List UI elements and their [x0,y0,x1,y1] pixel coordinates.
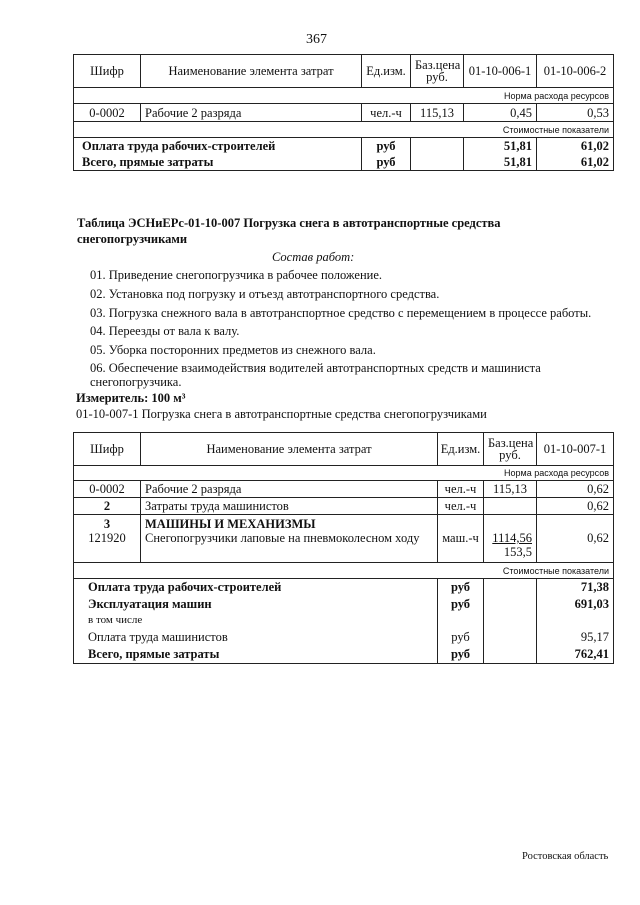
price: 1114,56 [492,531,532,545]
value: 95,17 [537,629,614,646]
code: 0-0002 [74,481,141,498]
section-label: Норма расхода ресурсов [74,466,614,481]
unit: руб [450,596,471,611]
value: 762,41 [574,647,609,662]
cost-table-2 [73,432,614,664]
code: 121920 [88,531,126,545]
header-unit: Ед.изм. [362,55,411,88]
header-name: Наименование элемента затрат [141,433,438,466]
footer-region: Ростовская область [522,851,609,862]
unit: чел.-ч [438,498,484,515]
unit: руб [450,580,471,595]
section-label: Норма расхода ресурсов [74,88,614,104]
value: 51,81 [503,154,532,169]
header-norm: 01-10-007-1 [537,433,614,466]
unit: руб [376,138,396,153]
table-row [74,612,614,629]
value: 0,62 [537,481,614,498]
value: 691,03 [574,596,609,611]
table-row [74,498,614,515]
table-row [74,629,614,646]
value: 71,38 [580,580,609,595]
header-price: Баз.цена руб. [411,55,464,88]
unit: руб [450,647,471,662]
table-row-group [74,515,614,563]
work-title: Состав работ: [272,250,355,264]
table-row [74,138,614,154]
price: 115,13 [484,481,537,498]
work-item: 05. Уборка посторонних предметов из снежного вала. [90,343,376,357]
name: Оплата труда рабочих-строителей [88,580,282,595]
section-title: Таблица ЭСНиЕРс-01-10-007 Погрузка снега в автотранспортные средства снегопогрузчиками [77,216,501,246]
name: Всего, прямые затраты [88,647,220,662]
name: Снегопогрузчики лаповые на пневмоколесном ходу [145,531,420,545]
unit: руб [438,629,484,646]
work-item: 03. Погрузка снежного вала в автотранспортное средство с перемещением в процессе работы. [90,306,592,320]
unit: чел.-ч [362,104,411,122]
group-name: МАШИНЫ И МЕХАНИЗМЫ [145,517,316,531]
unit: руб [376,154,396,169]
name: Оплата труда рабочих-строителей [82,138,276,153]
table-row [74,646,614,664]
value: 51,81 [503,138,532,153]
table-row [74,481,614,498]
name: Рабочие 2 разряда [141,481,438,498]
unit: чел.-ч [438,481,484,498]
code: 2 [103,499,111,513]
unit: маш.-ч [438,515,484,563]
price [484,498,537,515]
header-name: Наименование элемента затрат [141,55,362,88]
code: 0-0002 [74,104,141,122]
name: Эксплуатация машин [88,596,212,611]
work-item: 01. Приведение снегопогрузчика в рабочее положение. [90,268,383,282]
value: 0,62 [537,498,614,515]
header-code: Шифр [74,55,141,88]
header-code: Шифр [74,433,141,466]
value: 0,62 [537,515,614,563]
table-row [74,154,614,171]
work-item: 02. Установка под погрузку и отъезд автотранспортного средства. [90,287,440,301]
header-price: Баз.цена руб. [484,433,537,466]
group-code: 3 [103,517,111,531]
work-item: снегопогрузчика. [90,375,182,389]
name: Оплата труда машинистов [74,629,438,646]
cost-table-1 [73,54,614,171]
measure: Измеритель: 100 м³ [76,391,186,405]
section-label: Стоимостные показатели [74,563,614,579]
header-unit: Ед.изм. [438,433,484,466]
name: в том числе [74,612,438,629]
name: Затраты труда машинистов [141,498,438,515]
page-number: 367 [306,32,327,47]
price: 115,13 [411,104,464,122]
header-norm: 01-10-006-1 [464,55,537,88]
name: Рабочие 2 разряда [141,104,362,122]
table-row [74,104,614,122]
section-label: Стоимостные показатели [74,122,614,138]
work-item: 06. Обеспечение взаимодействия водителей автотранспортных средств и машиниста [90,361,541,375]
work-item: 04. Переезды от вала к валу. [90,324,240,338]
table-row [74,579,614,596]
table-subtitle: 01-10-007-1 Погрузка снега в автотранспортные средства снегопогрузчиками [76,407,487,421]
name: Всего, прямые затраты [82,154,214,169]
table-row [74,596,614,612]
value: 61,02 [580,154,609,169]
value: 61,02 [580,138,609,153]
value: 0,45 [464,104,537,122]
header-norm: 01-10-006-2 [537,55,614,88]
price-secondary: 153,5 [503,545,532,559]
value: 0,53 [537,104,614,122]
